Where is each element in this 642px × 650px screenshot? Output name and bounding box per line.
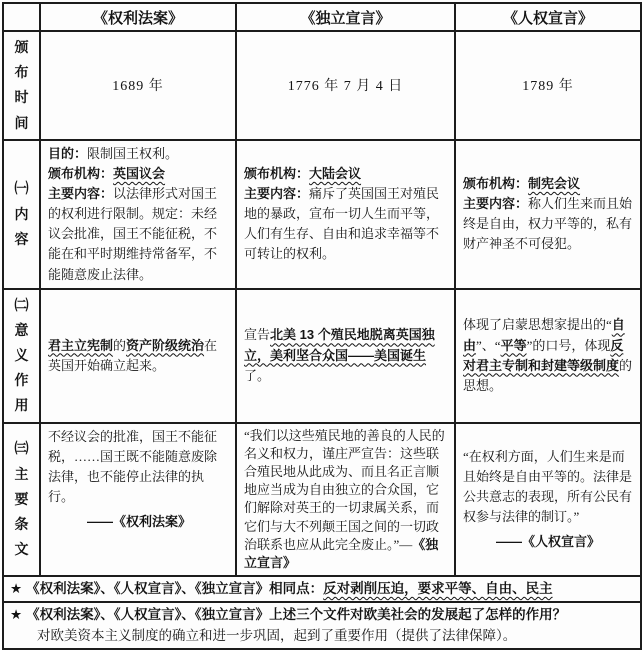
row-label-content (14, 176, 30, 252)
significance-cell-human-rights (455, 289, 641, 423)
row-label-articles (14, 436, 30, 562)
column-title-independence: 《独立宣言》 (300, 9, 391, 27)
key-phrase: 自由 (463, 317, 625, 353)
plain-text: ”、“ (476, 337, 501, 353)
row-number-2: ㈡ (14, 296, 29, 313)
common-point-question: 《权利法案》、《人权宣言》、《独立宣言》相同点： (26, 581, 324, 597)
articles-row (3, 423, 641, 577)
main-content-label: 主要内容： (463, 196, 529, 212)
significance-row (3, 289, 641, 423)
header-cell-independence (236, 3, 455, 31)
content-cell-bill (40, 140, 236, 289)
articles-label-cell (3, 423, 40, 577)
plain-text: 的思想。 (463, 357, 633, 393)
content-independence-main-paragraph (244, 184, 447, 265)
content-independence-agency-line (244, 164, 447, 184)
agency-name: 制宪会议 (528, 175, 581, 191)
time-cell-independence (236, 31, 455, 140)
quote-text: “我们以这些殖民地的善良的人民的名义和权力，谨庄严宣告：这些联合殖民地从此成为、而且名正言顺地应当成为自由独立的合众国，它们解除对英王的一切隶属关系，而它们与大不列颠王国之间的一切政治联系也应从此完全废止。”— (244, 427, 445, 552)
time-value-independence: 1776 年 7 月 4 日 (287, 79, 404, 95)
quote-source: ——《人权宣言》 (495, 534, 600, 550)
content-human-main-paragraph (463, 194, 633, 254)
common-point-row (3, 576, 641, 602)
content-row (3, 140, 641, 289)
purpose-text: 限制国王权利。 (87, 145, 179, 161)
main-content-text: 称人们生来而且始终是自由，权力平等的，私有财产神圣不可侵犯。 (463, 196, 633, 252)
effect-question: 《权利法案》、《人权宣言》、《独立宣言》上述三个文件对欧美社会的发展起了怎样的作用？ (26, 607, 567, 623)
key-phrase: 资产阶级统治 (126, 337, 205, 353)
agency-label: 颁布机构： (463, 175, 529, 191)
key-phrase: 反对君主专制和封建等级制度 (463, 337, 624, 373)
row-label-time: 颁布时间 (14, 39, 29, 131)
plain-text: 在英国开始确立起来。 (48, 337, 218, 373)
quote-source: 《独立宣言》 (244, 536, 439, 570)
quote-text: “在权利方面，人们生来是而且始终是自由平等的。法律是公共意志的表现，所有公民有权参与法律的制订。” (463, 448, 633, 524)
comparison-table (2, 2, 642, 650)
header-cell-bill (40, 3, 236, 31)
row-label-significance-text: 意义作用 (14, 321, 29, 414)
key-phrase: 君主立宪制 (48, 337, 114, 353)
plain-text: 体现了启蒙思想家提出的“ (463, 317, 612, 333)
key-phrase: 平等 (500, 337, 527, 353)
row-label-significance (14, 293, 30, 419)
effect-answer: 对欧美资本主义制度的确立和进一步巩固，起到了重要作用（提供了法律保障）。 (37, 627, 517, 643)
plain-text: 宣告 (244, 327, 271, 343)
effect-question-line (10, 605, 634, 625)
row-number-1: ㈠ (14, 180, 29, 197)
row-number-3: ㈢ (14, 440, 29, 457)
time-cell-bill (40, 31, 236, 140)
main-content-text: 痛斥了英国国王对殖民地的暴政，宣布一切人生而平等，人们有生存、自由和追求幸福等不可转让的权利。 (244, 186, 440, 262)
agency-name: 大陆会议 (309, 165, 362, 181)
column-title-human-rights: 《人权宣言》 (502, 9, 593, 27)
articles-cell-human-rights (455, 423, 641, 577)
significance-cell-independence (236, 289, 455, 423)
content-human-agency-line (463, 174, 633, 194)
content-bill-agency-line (48, 164, 228, 184)
significance-label-cell (3, 289, 40, 423)
header-cell-human-rights (455, 3, 641, 31)
agency-label: 颁布机构： (244, 165, 310, 181)
agency-name: 英国议会 (113, 165, 166, 181)
star-icon: ★ (10, 607, 23, 623)
quote-source: ——《权利法案》 (87, 514, 192, 530)
plain-text: ”的口号，体现 (526, 337, 611, 353)
row-label-articles-text: 主要条文 (14, 465, 29, 558)
star-icon: ★ (10, 581, 23, 597)
agency-label: 颁布机构： (48, 165, 114, 181)
content-cell-human-rights (455, 140, 641, 289)
main-content-text: 以法律形式对国王的权利进行限制。规定：未经议会批准，国王不能征税，不能在和平时期维持常备军，不能随意废止法律。 (48, 186, 218, 282)
time-cell-human-rights (455, 31, 641, 140)
plain-text: 了。 (244, 367, 271, 383)
content-bill-purpose-line (48, 144, 228, 164)
effect-question-row (3, 602, 641, 649)
header-cell-empty (3, 3, 40, 31)
content-cell-independence (236, 140, 455, 289)
articles-cell-independence (236, 423, 455, 577)
key-phrase: 北美 13 个殖民地脱离英国独立，美利坚合众国——美国诞生 (244, 327, 435, 363)
main-content-label: 主要内容： (244, 186, 310, 202)
time-value-human-rights: 1789 年 (522, 79, 574, 95)
purpose-label: 目的： (48, 145, 88, 161)
time-value-bill: 1689 年 (112, 79, 164, 95)
effect-question-cell (3, 602, 641, 649)
header-row (3, 3, 641, 31)
plain-text: 的 (113, 337, 127, 353)
common-point-cell (3, 576, 641, 602)
common-point-answer: 反对剥削压迫，要求平等、自由、民主 (323, 581, 553, 597)
column-title-bill: 《权利法案》 (92, 9, 183, 27)
row-label-content-text: 内容 (14, 205, 29, 247)
time-label-cell (3, 31, 40, 140)
time-row (3, 31, 641, 140)
main-content-label: 主要内容： (48, 186, 114, 202)
content-bill-main-paragraph (48, 184, 228, 285)
content-label-cell (3, 140, 40, 289)
significance-cell-bill (40, 289, 236, 423)
articles-cell-bill (40, 423, 236, 577)
quote-text: 不经议会的批准，国王不能征税，……国王既不能随意废除法律，也不能停止法律的执行。 (48, 428, 218, 505)
